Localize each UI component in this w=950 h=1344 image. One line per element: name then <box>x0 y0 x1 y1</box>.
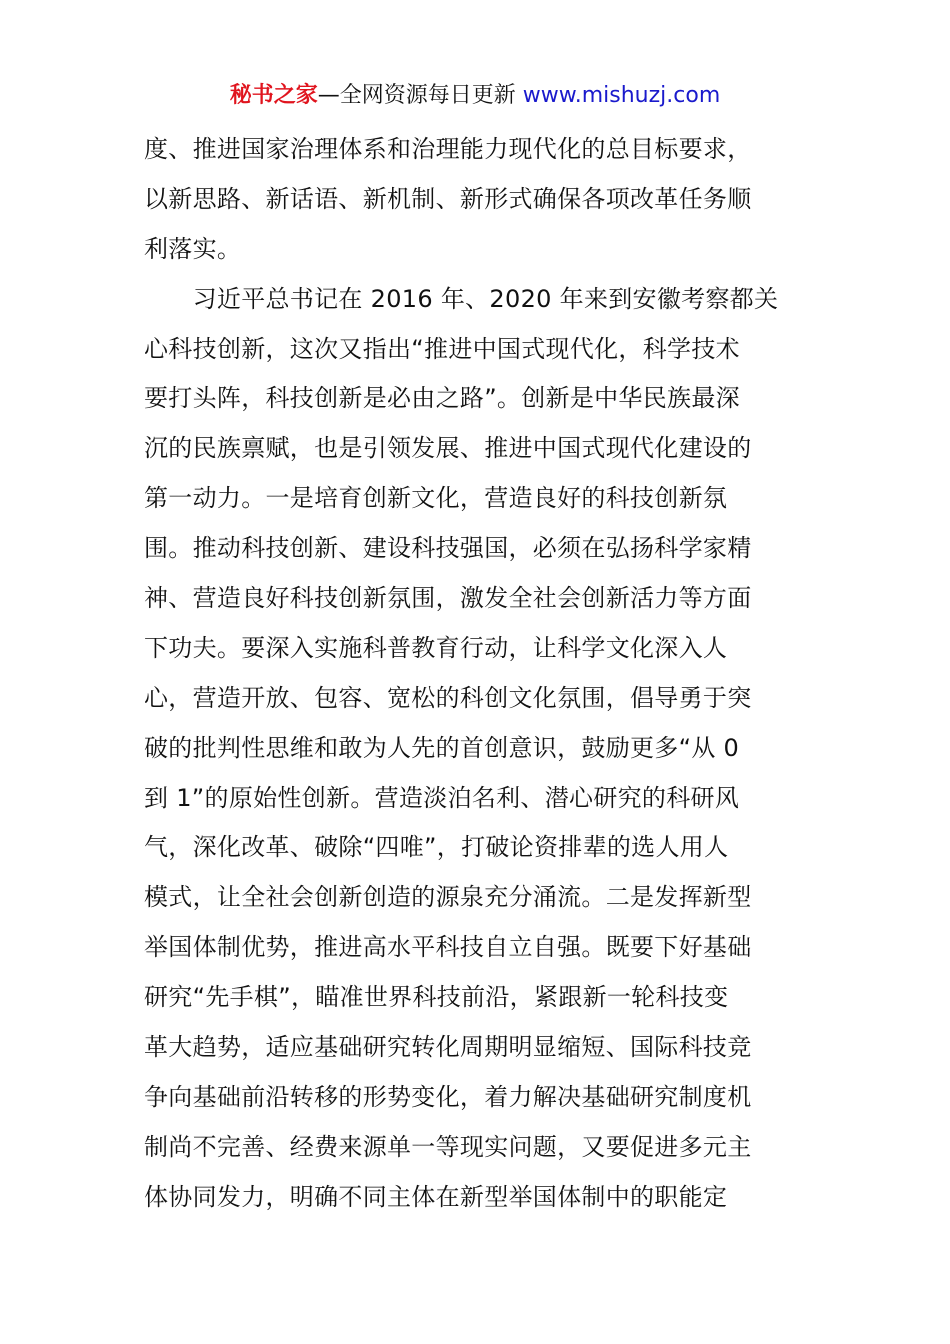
text-line: 气，深化改革、破除“四唯”，打破论资排辈的选人用人 <box>144 833 729 862</box>
brand-name: 秘书之家 <box>229 83 318 108</box>
text-line: 举国体制优势，推进高水平科技自立自强。既要下好基础 <box>144 933 752 962</box>
text-line: 到 1”的原始性创新。营造淡泊名利、潜心研究的科研风 <box>144 783 740 812</box>
text-line: 制尚不完善、经费来源单一等现实问题，又要促进多元主 <box>144 1132 752 1161</box>
text-line: 以新思路、新话语、新机制、新形式确保各项改革任务顺 <box>144 184 752 213</box>
text-line: 沉的民族禀赋，也是引领发展、推进中国式现代化建设的 <box>144 434 752 463</box>
text-line: 围。推动科技创新、建设科技强国，必须在弘扬科学家精 <box>144 534 752 563</box>
text-line: 体协同发力，明确不同主体在新型举国体制中的职能定 <box>144 1182 728 1211</box>
document-body <box>144 125 814 1223</box>
text-line: 下功夫。要深入实施科普教育行动，让科学文化深入人 <box>144 633 728 662</box>
site-url-link[interactable]: www.mishuzj.com <box>522 83 721 108</box>
text-line: 心，营造开放、包容、宽松的科创文化氛围，倡导勇于突 <box>144 683 752 712</box>
text-line: 利落实。 <box>144 234 242 263</box>
text-line: 要打头阵，科技创新是必由之路”。创新是中华民族最深 <box>144 384 740 413</box>
text-line: 革大趋势，适应基础研究转化周期明显缩短、国际科技竞 <box>144 1033 752 1062</box>
text-line: 心科技创新，这次又指出“推进中国式现代化，科学技术 <box>144 334 740 363</box>
text-line: 第一动力。一是培育创新文化，营造良好的科技创新氛 <box>144 484 728 513</box>
text-line: 研究“先手棋”，瞄准世界科技前沿，紧跟新一轮科技变 <box>144 983 729 1012</box>
text-line: 模式，让全社会创新创造的源泉充分涌流。二是发挥新型 <box>144 883 752 912</box>
text-line: 破的批判性思维和敢为人先的首创意识，鼓励更多“从 0 <box>144 733 740 762</box>
page-header <box>0 80 950 112</box>
text-line: 争向基础前沿转移的形势变化，着力解决基础研究制度机 <box>144 1082 752 1111</box>
text-line: 度、推进国家治理体系和治理能力现代化的总目标要求， <box>144 135 752 163</box>
text-line: 神、营造良好科技创新氛围，激发全社会创新活力等方面 <box>144 584 752 613</box>
text-line: 习近平总书记在 2016 年、2020 年来到安徽考察都关 <box>144 284 779 313</box>
header-tagline: —全网资源每日更新 <box>317 83 523 108</box>
